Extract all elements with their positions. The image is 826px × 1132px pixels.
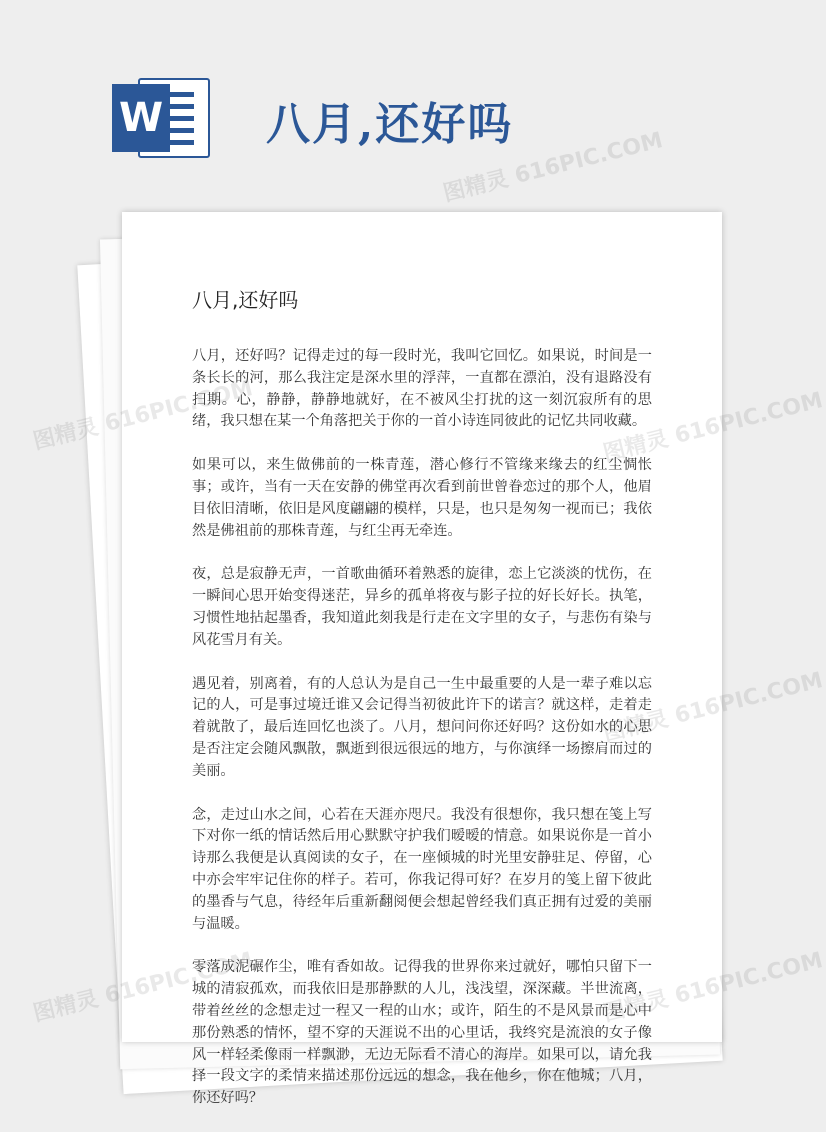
paragraph-5: 念，走过山水之间，心若在天涯亦咫尺。我没有很想你，我只想在笺上写下对你一纸的情话然后用心默默守护我们暧暧的情意。如果说你是一首小诗那么我便是认真阅读的女子，在一座倾城的时光里安静驻足、停留，心中亦会牢牢记住你的样子。若可，你我记得可好？在岁月的笺上留下彼此的墨香与气息，待经年后重新翻阅便会想起曾经我们真正拥有过爱的美丽与温暖。 xyxy=(192,806,652,932)
header-title: 八月,还好吗 xyxy=(266,99,514,150)
watermark: 616PIC.COM xyxy=(672,668,826,729)
watermark: 图精灵 xyxy=(30,414,101,455)
watermark: 图精灵 xyxy=(30,986,101,1027)
watermark: 616PIC.COM xyxy=(672,388,826,449)
document-page xyxy=(122,212,722,1107)
word-letter-badge: W xyxy=(112,84,170,152)
paragraph-1: 八月，还好吗？记得走过的每一段时光，我叫它回忆。如果说，时间是一条长长的河，那么我注定是深水里的浮萍，一直都在漂泊，没有退路没有扫期。心，静静，静静地就好，在不被风尘打扰的这一刻沉寂所有的思绪，我只想在某一个角落把关于你的一首小诗连同彼此的记忆共同收藏。 xyxy=(192,348,652,430)
watermark: 616PIC.COM xyxy=(672,948,826,1009)
document-title: 八月,还好吗 xyxy=(192,288,299,312)
paragraph-2: 如果可以，来生做佛前的一株青莲，潜心修行不管缘来缘去的红尘惆怅事；或许，当有一天在安静的佛堂再次看到前世曾眷恋过的那个人，他眉目依旧清晰，依旧是风度翩翩的模样，只是，也只是匆匆一视而已；我依然是佛祖前的那株青莲，与红尘再无牵连。 xyxy=(192,457,652,539)
header-banner xyxy=(0,0,800,220)
paragraph-4: 遇见着，别离着，有的人总认为是自己一生中最重要的人是一辈子难以忘记的人，可是事过境迁谁又会记得当初彼此许下的诺言？就这样，走着走着就散了，最后连回忆也淡了。八月，想问问你还好吗？这份如水的心思是否注定会随风飘散，飘逝到很远很远的地方，与你演绎一场擦肩而过的美丽。 xyxy=(192,675,652,779)
document-body xyxy=(192,346,652,1132)
watermark: 图精灵 616PIC.COM xyxy=(440,128,666,207)
paragraph-3: 夜，总是寂静无声，一首歌曲循环着熟悉的旋律，恋上它淡淡的忧伤，在一瞬间心思开始变得迷茫，异乡的孤单将夜与影子拉的好长好长。执笔，习惯性地拈起墨香，我知道此刻我是行走在文字里的女子，与悲伤有染与风花雪月有关。 xyxy=(192,566,652,648)
word-doc-icon xyxy=(112,78,212,158)
paragraph-6: 零落成泥碾作尘，唯有香如故。记得我的世界你来过就好，哪怕只留下一城的清寂孤欢，而我依旧是那静默的人儿，浅浅望，深深藏。半世流离，带着丝丝的念想走过一程又一程的山水；或许，陌生的不是风景而是心中那份熟悉的情怀，望不穿的天涯说不出的心里话，我终究是流浪的女子像风一样轻柔像雨一样飘渺，无边无际看不清心的海岸。如果可以，请允我择一段文字的柔情来描述那份远远的想念，我在他乡，你在他城；八月，你还好吗？ xyxy=(192,959,652,1107)
